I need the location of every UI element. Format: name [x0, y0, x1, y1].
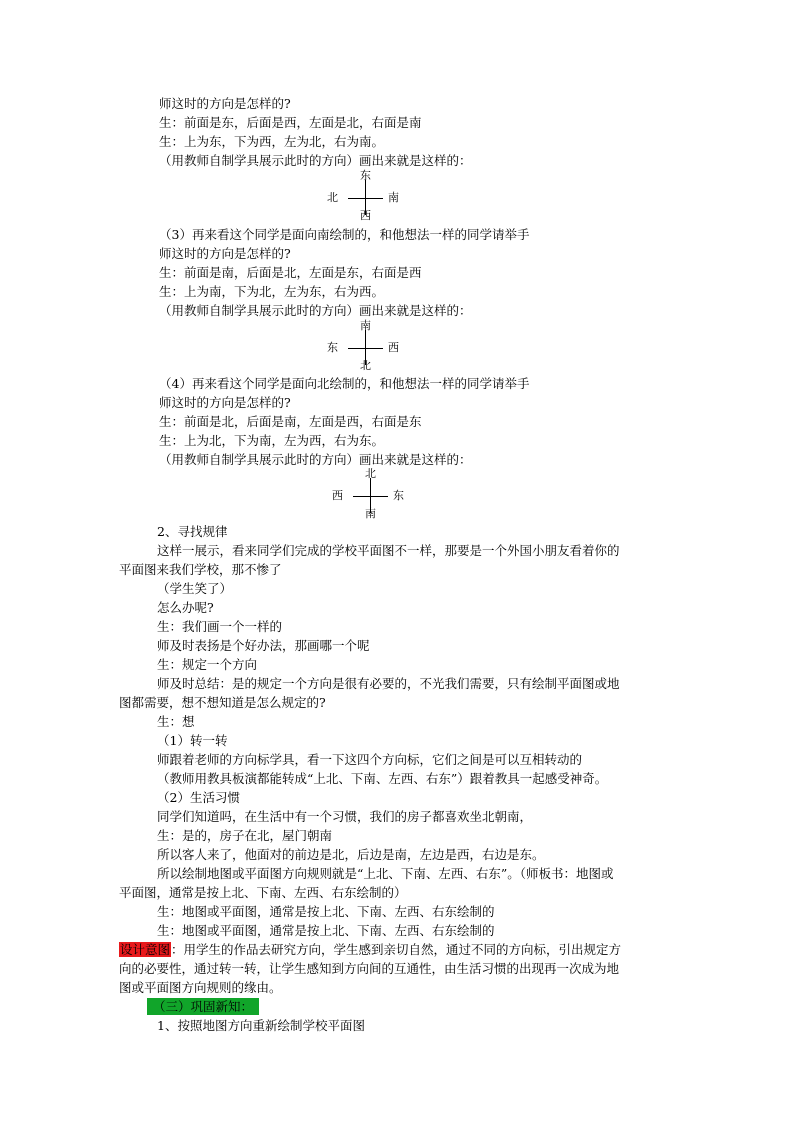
text-line: （用教师自制学具展示此时的方向）画出来就是这样的： [159, 452, 472, 467]
direction-label-left: 西 [332, 489, 343, 502]
text-line: 师这时的方向是怎样的? [159, 395, 291, 410]
text-line: 图或平面图方向规则的缘由。 [119, 980, 282, 995]
text-line: 平面图来我们学校，那不惨了 [119, 562, 282, 577]
direction-diagram-north [325, 468, 415, 520]
direction-label-bottom: 北 [360, 359, 371, 372]
section-tag-consolidate: （三）巩固新知： [147, 998, 259, 1015]
text-line: 师这时的方向是怎样的? [159, 96, 291, 111]
text-line: （3）再来看这个同学是面向南绘制的，和他想法一样的同学请举手 [159, 227, 530, 242]
text-line: 生：地图或平面图，通常是按上北、下南、左西、右东绘制的 [157, 904, 495, 919]
section-heading: 2、寻找规律 [157, 524, 228, 539]
text-line: 生：是的，房子在北，屋门朝南 [157, 828, 333, 843]
text-line: 这样一展示，看来同学们完成的学校平面图不一样，那要是一个外国小朋友看着你的 [157, 543, 620, 558]
direction-label-bottom: 南 [365, 507, 376, 520]
text-line: （用教师自制学具展示此时的方向）画出来就是这样的： [159, 153, 472, 168]
text-line: 师这时的方向是怎样的? [159, 246, 291, 261]
direction-label-right: 西 [388, 341, 399, 354]
design-intent-tag: 设计意图 [120, 942, 171, 957]
direction-label-left: 北 [327, 191, 338, 204]
direction-label-bottom: 西 [360, 209, 371, 222]
text-line: 生：前面是东，后面是西，左面是北，右面是南 [159, 115, 422, 130]
design-intent-text: ：用学生的作品去研究方向，学生感到亲切自然，通过不同的方向标，引出规定方 [171, 942, 622, 957]
direction-diagram-east [320, 170, 410, 222]
text-line: 1、按照地图方向重新绘制学校平面图 [157, 1018, 365, 1033]
direction-label-left: 东 [327, 341, 338, 354]
text-line: 生：地图或平面图，通常是按上北、下南、左西、右东绘制的 [157, 923, 495, 938]
text-line: 生：规定一个方向 [157, 657, 258, 672]
direction-label-top: 东 [360, 169, 371, 182]
text-line: 同学们知道吗，在生活中有一个习惯，我们的房子都喜欢坐北朝南， [157, 809, 533, 824]
text-line: 师及时总结：是的规定一个方向是很有必要的，不光我们需要，只有绘制平面图或地 [157, 676, 620, 691]
text-line: 生：上为东，下为西，左为北，右为南。 [159, 134, 385, 149]
text-line: 师及时表扬是个好办法，那画哪一个呢 [157, 638, 370, 653]
text-line: （1）转一转 [157, 733, 228, 748]
text-line: 生：我们画一个一样的 [157, 619, 283, 634]
text-line: 所以绘制地图或平面图方向规则就是“上北、下南、左西、右东”。（师板书：地图或 [157, 866, 614, 881]
section-heading-line [147, 998, 259, 1015]
direction-label-right: 南 [388, 191, 399, 204]
direction-label-top: 北 [365, 467, 376, 480]
text-line: 所以客人来了，他面对的前边是北，后边是南，左边是西，右边是东。 [157, 847, 545, 862]
text-line: 生：上为南，下为北，左为东，右为西。 [159, 284, 385, 299]
direction-diagram-south [320, 320, 410, 372]
text-line: （4）再来看这个同学是面向北绘制的，和他想法一样的同学请举手 [159, 376, 530, 391]
design-intent-line [119, 941, 621, 958]
text-line: （教师用教具板演都能转成“上北、下南、左西、右东”）跟着教具一起感受神奇。 [157, 771, 608, 786]
text-line: 图都需要，想不想知道是怎么规定的? [119, 695, 326, 710]
text-line: （用教师自制学具展示此时的方向）画出来就是这样的： [159, 303, 472, 318]
text-line: 生：想 [157, 714, 195, 729]
text-line: 平面图，通常是按上北、下南、左西、右东绘制的） [119, 885, 407, 900]
text-line: 生：上为北，下为南，左为西，右为东。 [159, 433, 385, 448]
direction-label-right: 东 [393, 489, 404, 502]
text-line: 向的必要性，通过转一转，让学生感知到方向间的互通性，由生活习惯的出现再一次成为地 [119, 961, 620, 976]
text-line: 师跟着老师的方向标学具，看一下这四个方向标，它们之间是可以互相转动的 [157, 752, 583, 767]
text-line: 生：前面是北，后面是南，左面是西，右面是东 [159, 414, 422, 429]
text-line: 生：前面是南，后面是北，左面是东，右面是西 [159, 265, 422, 280]
text-line: （2）生活习惯 [157, 790, 240, 805]
text-line: （学生笑了） [157, 581, 233, 596]
direction-label-top: 南 [360, 319, 371, 332]
text-line: 怎么办呢? [157, 600, 214, 615]
